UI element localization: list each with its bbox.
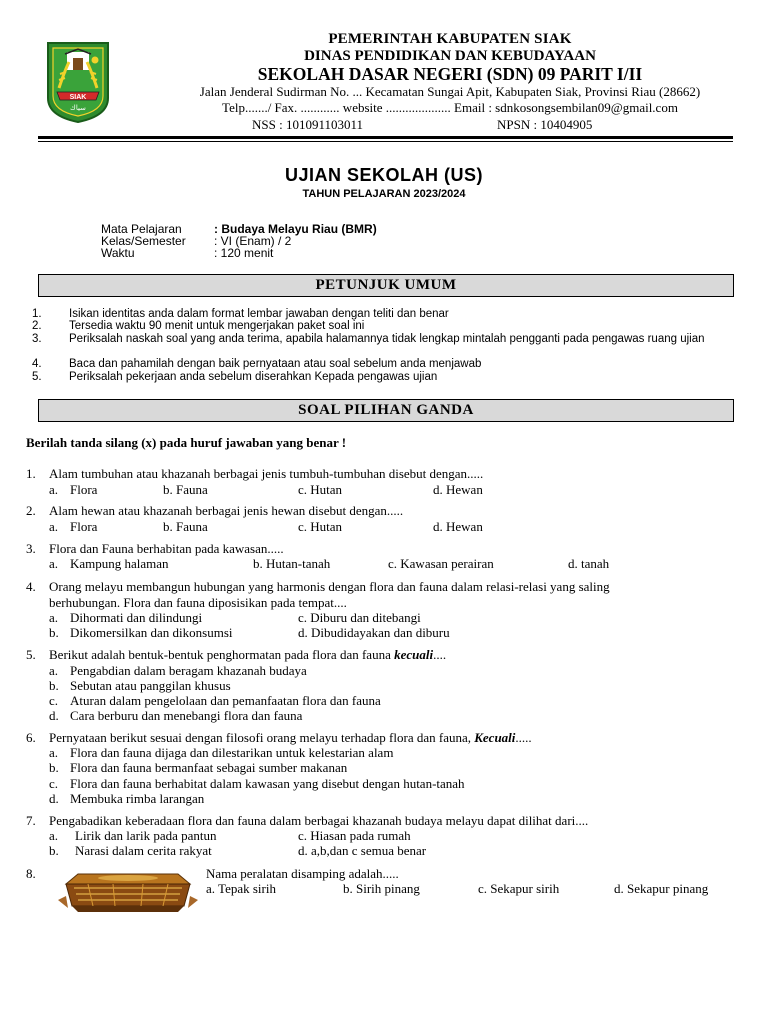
instruction-text: Periksalah naskah soal yang anda terima, apabila halamannya tidak lengkap mintalah pengganti pada pengawas ruang ujian bbox=[69, 333, 705, 345]
option-text: Flora bbox=[70, 482, 98, 497]
kop-divider-thin bbox=[38, 141, 733, 142]
option: d. Membuka rimba larangan bbox=[49, 791, 205, 806]
option: d. Cara berburu dan menebangi flora dan fauna bbox=[49, 708, 303, 723]
question-text: Orang melayu membangun hubungan yang harmonis dengan flora dan fauna dalam relasi-relasi yang saling bbox=[49, 579, 610, 594]
instruction-text: Baca dan pahamilah dengan baik pernyataan atau soal sebelum anda menjawab bbox=[69, 358, 482, 370]
option-text: Dihormati dan dilindungi bbox=[70, 610, 203, 625]
question-8-text: Nama peralatan disamping adalah..... bbox=[206, 866, 399, 881]
question-number: 1. bbox=[26, 466, 36, 481]
option: a. Tepak sirih bbox=[206, 881, 276, 896]
option-text: Narasi dalam cerita rakyat bbox=[75, 843, 212, 858]
kop-contact: Telp......./ Fax. ............ website .................... Email : sdnkosongsembilan09@gmail.com bbox=[222, 100, 678, 115]
option: c. Hutan bbox=[298, 519, 343, 534]
option: d. a,b,dan c semua benar bbox=[298, 843, 427, 858]
question-number: 2. bbox=[26, 503, 36, 518]
school-logo bbox=[45, 40, 111, 124]
meta-value: : 120 menit bbox=[214, 246, 274, 260]
option-text: Flora dan fauna berhabitat dalam kawasan yang disebut dengan hutan-tanah bbox=[70, 776, 465, 791]
question-text: Alam hewan atau khazanah berbagai jenis hewan disebut dengan..... bbox=[49, 503, 404, 518]
option-text: Kampung halaman bbox=[70, 556, 169, 571]
option: d. Hewan bbox=[433, 482, 483, 497]
option: d. Sekapur pinang bbox=[614, 881, 709, 896]
option: a. Flora dan fauna dijaga dan dilestarikan untuk kelestarian alam bbox=[49, 745, 394, 760]
question-number: 7. bbox=[26, 813, 36, 828]
option: c. Hutan bbox=[298, 482, 343, 497]
option: b. Fauna bbox=[163, 519, 208, 534]
kop-government: PEMERINTAH KABUPATEN SIAK bbox=[328, 31, 572, 47]
meta-label: Kelas/Semester bbox=[101, 234, 186, 248]
option-text: Pengabdian dalam beragam khazanah budaya bbox=[70, 663, 307, 678]
instruction-number: 3. bbox=[32, 333, 42, 345]
question-text: Flora dan Fauna berhabitan pada kawasan..... bbox=[49, 541, 284, 556]
question-emphasis: Kecuali bbox=[474, 730, 516, 745]
option-text: Flora dan fauna dijaga dan dilestarikan untuk kelestarian alam bbox=[70, 745, 394, 760]
exam-title: UJIAN SEKOLAH (US) bbox=[284, 165, 483, 185]
svg-text:SIAK: SIAK bbox=[69, 94, 87, 101]
section-header-general: PETUNJUK UMUM bbox=[38, 274, 734, 297]
meta-value: : Budaya Melayu Riau (BMR) bbox=[214, 222, 377, 236]
question-number: 5. bbox=[26, 647, 36, 662]
kop-department: DINAS PENDIDIKAN DAN KEBUDAYAAN bbox=[304, 48, 596, 64]
exam-subtitle: TAHUN PELAJARAN 2023/2024 bbox=[302, 188, 466, 200]
option: d. Hewan bbox=[433, 519, 483, 534]
instruction-number: 4. bbox=[32, 358, 42, 370]
kop-address: Jalan Jenderal Sudirman No. ... Kecamatan Sungai Apit, Kabupaten Siak, Provinsi Riau (28662) bbox=[199, 84, 701, 99]
option-text: Membuka rimba larangan bbox=[70, 791, 205, 806]
option: a. Flora bbox=[49, 482, 98, 497]
question-emphasis: kecuali bbox=[394, 647, 434, 662]
option-text: Cara berburu dan menebangi flora dan fauna bbox=[70, 708, 303, 723]
option: b. Sebutan atau panggilan khusus bbox=[49, 678, 231, 693]
option-text: Flora bbox=[70, 519, 98, 534]
meta-value: : VI (Enam) / 2 bbox=[214, 234, 292, 248]
option-text: Dikomersilkan dan dikonsumsi bbox=[70, 625, 233, 640]
question-text: Pengabadikan keberadaan flora dan fauna dalam berbagai khazanah budaya melayu dapat dilihat dari.... bbox=[49, 813, 589, 828]
option: c. Kawasan perairan bbox=[388, 556, 494, 571]
option: a. Pengabdian dalam beragam khazanah budaya bbox=[49, 663, 307, 678]
kop-divider-thick bbox=[38, 136, 733, 139]
instruction-number: 5. bbox=[32, 371, 42, 383]
meta-label: Mata Pelajaran bbox=[101, 222, 182, 236]
meta-label: Waktu bbox=[101, 246, 135, 260]
option: c. Flora dan fauna berhabitat dalam kawasan yang disebut dengan hutan-tanah bbox=[49, 776, 465, 791]
question-text: Alam tumbuhan atau khazanah berbagai jenis tumbuh-tumbuhan disebut dengan..... bbox=[49, 466, 484, 481]
instruction-text: Periksalah pekerjaan anda sebelum diserahkan Kepada pengawas ujian bbox=[69, 371, 438, 383]
question-4-cont: berhubungan. Flora dan fauna diposisikan pada tempat.... bbox=[49, 595, 347, 610]
instruction-text: Tersedia waktu 90 menit untuk mengerjakan paket soal ini bbox=[69, 320, 365, 332]
option: a. Lirik dan larik pada pantun bbox=[49, 828, 217, 843]
option: c. Diburu dan ditebangi bbox=[298, 610, 421, 625]
option: a. Flora bbox=[49, 519, 98, 534]
kop-npsn: NPSN : 10404905 bbox=[497, 117, 593, 132]
question-text-end: ..... bbox=[515, 730, 532, 745]
instruction-number: 1. bbox=[32, 308, 42, 320]
option: b. Sirih pinang bbox=[343, 881, 420, 896]
option: c. Hiasan pada rumah bbox=[298, 828, 411, 843]
option: b. Narasi dalam cerita rakyat bbox=[49, 843, 212, 858]
instruction-number: 2. bbox=[32, 320, 42, 332]
question-text-end: .... bbox=[433, 647, 447, 662]
question-number: 6. bbox=[26, 730, 36, 745]
section-header-multiple-choice: SOAL PILIHAN GANDA bbox=[38, 399, 734, 422]
svg-text:سياك: سياك bbox=[70, 104, 86, 112]
option: c. Aturan dalam pengelolaan dan pemanfaatan flora dan fauna bbox=[49, 693, 381, 708]
kop-nss: NSS : 101091103011 bbox=[252, 117, 363, 132]
tepak-sirih-icon bbox=[58, 866, 198, 916]
question-number: 3. bbox=[26, 541, 36, 556]
question-text: Berikut adalah bentuk-bentuk penghormatan pada flora dan fauna bbox=[49, 647, 395, 662]
option-text: Flora dan fauna bermanfaat sebagai sumber makanan bbox=[70, 760, 348, 775]
kop-school-name: SEKOLAH DASAR NEGERI (SDN) 09 PARIT I/II bbox=[257, 64, 643, 84]
siak-emblem-icon bbox=[45, 40, 111, 124]
option: a. Kampung halaman bbox=[49, 556, 169, 571]
option: b. Fauna bbox=[163, 482, 208, 497]
option: d. Dibudidayakan dan diburu bbox=[298, 625, 450, 640]
option-text: Lirik dan larik pada pantun bbox=[75, 828, 217, 843]
question-text: Pernyataan berikut sesuai dengan filosofi orang melayu terhadap flora dan fauna, bbox=[49, 730, 475, 745]
question-number: 8. bbox=[26, 866, 36, 881]
instruction-text: Isikan identitas anda dalam format lembar jawaban dengan teliti dan benar bbox=[69, 308, 449, 320]
option: a. Dihormati dan dilindungi bbox=[49, 610, 203, 625]
option-text: Sebutan atau panggilan khusus bbox=[70, 678, 231, 693]
option: c. Sekapur sirih bbox=[478, 881, 560, 896]
option: b. Flora dan fauna bermanfaat sebagai sumber makanan bbox=[49, 760, 348, 775]
option: b. Hutan-tanah bbox=[253, 556, 331, 571]
option: b. Dikomersilkan dan dikonsumsi bbox=[49, 625, 233, 640]
option-text: Aturan dalam pengelolaan dan pemanfaatan flora dan fauna bbox=[70, 693, 381, 708]
option: d. tanah bbox=[568, 556, 610, 571]
question-number: 4. bbox=[26, 579, 36, 594]
tepak-sirih-image bbox=[58, 866, 198, 916]
answer-instruction: Berilah tanda silang (x) pada huruf jawaban yang benar ! bbox=[26, 435, 347, 450]
